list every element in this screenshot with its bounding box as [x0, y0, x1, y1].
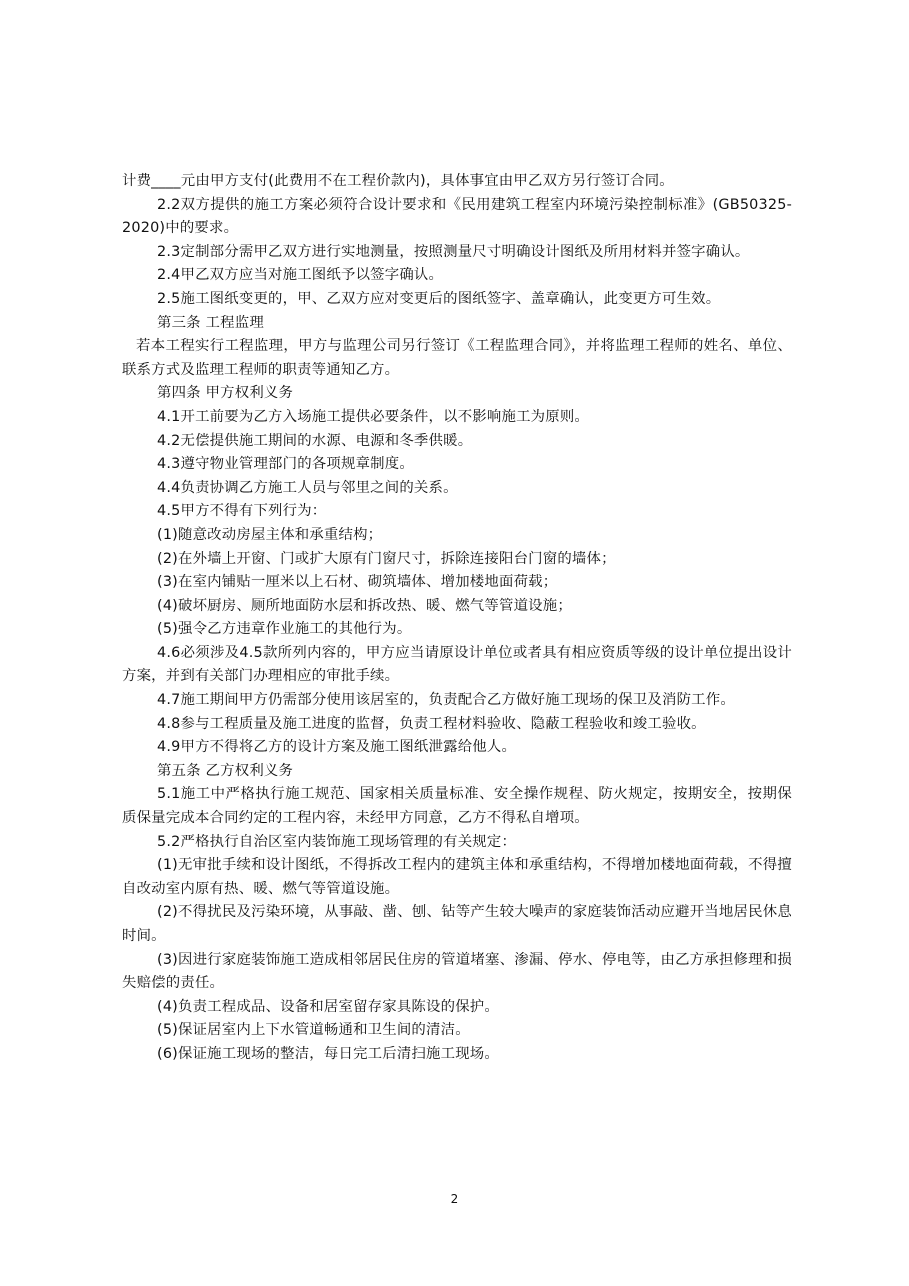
paragraph: 4.1开工前要为乙方入场施工提供必要条件，以不影响施工为原则。 [157, 408, 590, 425]
paragraph: (1)随意改动房屋主体和承重结构； [157, 526, 383, 543]
paragraph: 4.7施工期间甲方仍需部分使用该居室的，负责配合乙方做好施工现场的保卫及消防工作。 [157, 692, 735, 709]
paragraph: (6)保证施工现场的整洁，每日完工后清扫施工现场。 [157, 1045, 499, 1062]
paragraph: 若本工程实行工程监理，甲方与监理公司另行签订《工程监理合同》，并将监理工程师的姓名、单位、联系方式及监理工程师的职责等通知乙方。 [122, 338, 792, 378]
paragraph: 4.4负责协调乙方施工人员与邻里之间的关系。 [157, 479, 458, 496]
paragraph: (5)强令乙方违章作业施工的其他行为。 [157, 621, 412, 638]
paragraph: 第四条 甲方权利义务 [157, 385, 294, 402]
paragraph: (5)保证居室内上下水管道畅通和卫生间的清洁。 [157, 1022, 470, 1039]
paragraph: (2)在外墙上开窗、门或扩大原有门窗尺寸，拆除连接阳台门窗的墙体； [157, 550, 616, 567]
page-number: 2 [450, 1192, 459, 1206]
paragraph: 4.2无偿提供施工期间的水源、电源和冬季供暖。 [157, 432, 473, 449]
paragraph: 2.3定制部分需甲乙双方进行实地测量，按照测量尺寸明确设计图纸及所用材料并签字确认。 [157, 243, 750, 260]
paragraph: 4.8参与工程质量及施工进度的监督，负责工程材料验收、隐蔽工程验收和竣工验收。 [157, 715, 706, 732]
paragraph: 4.5甲方不得有下列行为： [157, 503, 327, 520]
paragraph: 5.1施工中严格执行施工规范、国家相关质量标准、安全操作规程、防火规定，按期安全，按期保质保量完成本合同约定的工程内容，未经甲方同意，乙方不得私自增项。 [122, 786, 792, 827]
paragraph: 2.2双方提供的施工方案必须符合设计要求和《民用建筑工程室内环境污染控制标准》(GB50325-2020)中的要求。 [122, 196, 792, 237]
paragraph: 2.5施工图纸变更的，甲、乙双方应对变更后的图纸签字、盖章确认，此变更方可生效。 [157, 290, 721, 307]
paragraph: 第五条 乙方权利义务 [157, 762, 294, 779]
paragraph: 计费____元由甲方支付(此费用不在工程价款内)，具体事宜由甲乙双方另行签订合同。 [122, 173, 674, 189]
paragraph: 5.2严格执行自治区室内装饰施工现场管理的有关规定： [157, 833, 517, 850]
paragraph: 4.9甲方不得将乙方的设计方案及施工图纸泄露给他人。 [157, 739, 517, 756]
paragraph: (4)负责工程成品、设备和居室留存家具陈设的保护。 [157, 998, 499, 1015]
paragraph: (3)因进行家庭装饰施工造成相邻居民住房的管道堵塞、渗漏、停水、停电等，由乙方承担修理和损失赔偿的责任。 [122, 951, 792, 992]
document-body [122, 170, 792, 1067]
paragraph: 4.6必须涉及4.5款所列内容的，甲方应当请原设计单位或者具有相应资质等级的设计单位提出设计方案，并到有关部门办理相应的审批手续。 [122, 644, 792, 685]
paragraph: 4.3遵守物业管理部门的各项规章制度。 [157, 456, 414, 473]
paragraph: (3)在室内铺贴一厘米以上石材、砌筑墙体、增加楼地面荷载； [157, 574, 558, 591]
paragraph: (1)无审批手续和设计图纸，不得拆改工程内的建筑主体和承重结构，不得增加楼地面荷载，不得擅自改动室内原有热、暖、燃气等管道设施。 [122, 857, 792, 897]
paragraph: (2)不得扰民及污染环境，从事敲、凿、刨、钻等产生较大噪声的家庭装饰活动应避开当地居民休息时间。 [122, 904, 792, 944]
paragraph: (4)破坏厨房、厕所地面防水层和拆改热、暖、燃气等管道设施； [157, 597, 572, 614]
paragraph: 2.4甲乙双方应当对施工图纸予以签字确认。 [157, 267, 444, 284]
paragraph: 第三条 工程监理 [157, 314, 264, 331]
